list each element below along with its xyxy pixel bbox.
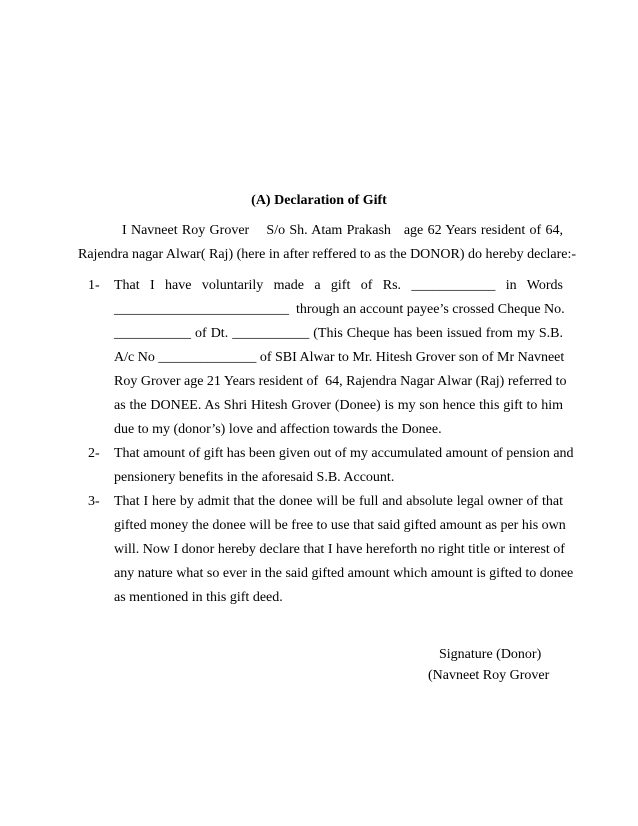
clause-line: That I have voluntarily made a gift of Rs. ____________ in Words [114,278,563,293]
intro-line: I Navneet Roy Grover S/o Sh. Atam Prakash age 62 Years resident of 64, [122,223,563,238]
clause-line: will. Now I donor hereby declare that I have hereforth no right title or interest of [114,542,565,557]
clause-number: 2- [88,446,100,461]
clause-line: ___________ of Dt. ___________ (This Cheque has been issued from my S.B. [114,326,563,341]
clause-1 [88,274,567,442]
intro-paragraph [78,219,577,267]
clause-line: any nature what so ever in the said gifted amount which amount is gifted to donee [114,566,574,581]
clause-3 [88,490,574,610]
clause-line: A/c No ______________ of SBI Alwar to Mr. Hitesh Grover son of Mr Navneet [114,350,565,365]
document-title: (A) Declaration of Gift [251,193,387,208]
clause-line: as the DONEE. As Shri Hitesh Grover (Donee) is my son hence this gift to him [114,398,563,413]
clause-line: pensionery benefits in the aforesaid S.B. Account. [114,470,395,485]
clause-line: as mentioned in this gift deed. [114,590,283,605]
clause-line: That I here by admit that the donee will be full and absolute legal owner of that [114,494,563,509]
clause-list [88,274,574,610]
clause-line: Roy Grover age 21 Years resident of 64, Rajendra Nagar Alwar (Raj) referred to [114,374,567,389]
clause-line: due to my (donor’s) love and affection towards the Donee. [114,422,442,437]
clause-number: 1- [88,278,100,293]
clause-line: _________________________ through an account payee’s crossed Cheque No. [114,302,565,317]
signature-label: Signature (Donor) [439,647,542,662]
clause-2 [88,442,574,490]
signature-block [428,644,608,686]
clause-line: gifted money the donee will be free to use that said gifted amount as per his own [114,518,566,533]
intro-line: Rajendra nagar Alwar( Raj) (here in after reffered to as the DONOR) do hereby declare:- [78,247,577,262]
signatory-name: (Navneet Roy Grover [428,668,550,683]
clause-number: 3- [88,494,100,509]
clause-line: That amount of gift has been given out of my accumulated amount of pension and [114,446,574,461]
